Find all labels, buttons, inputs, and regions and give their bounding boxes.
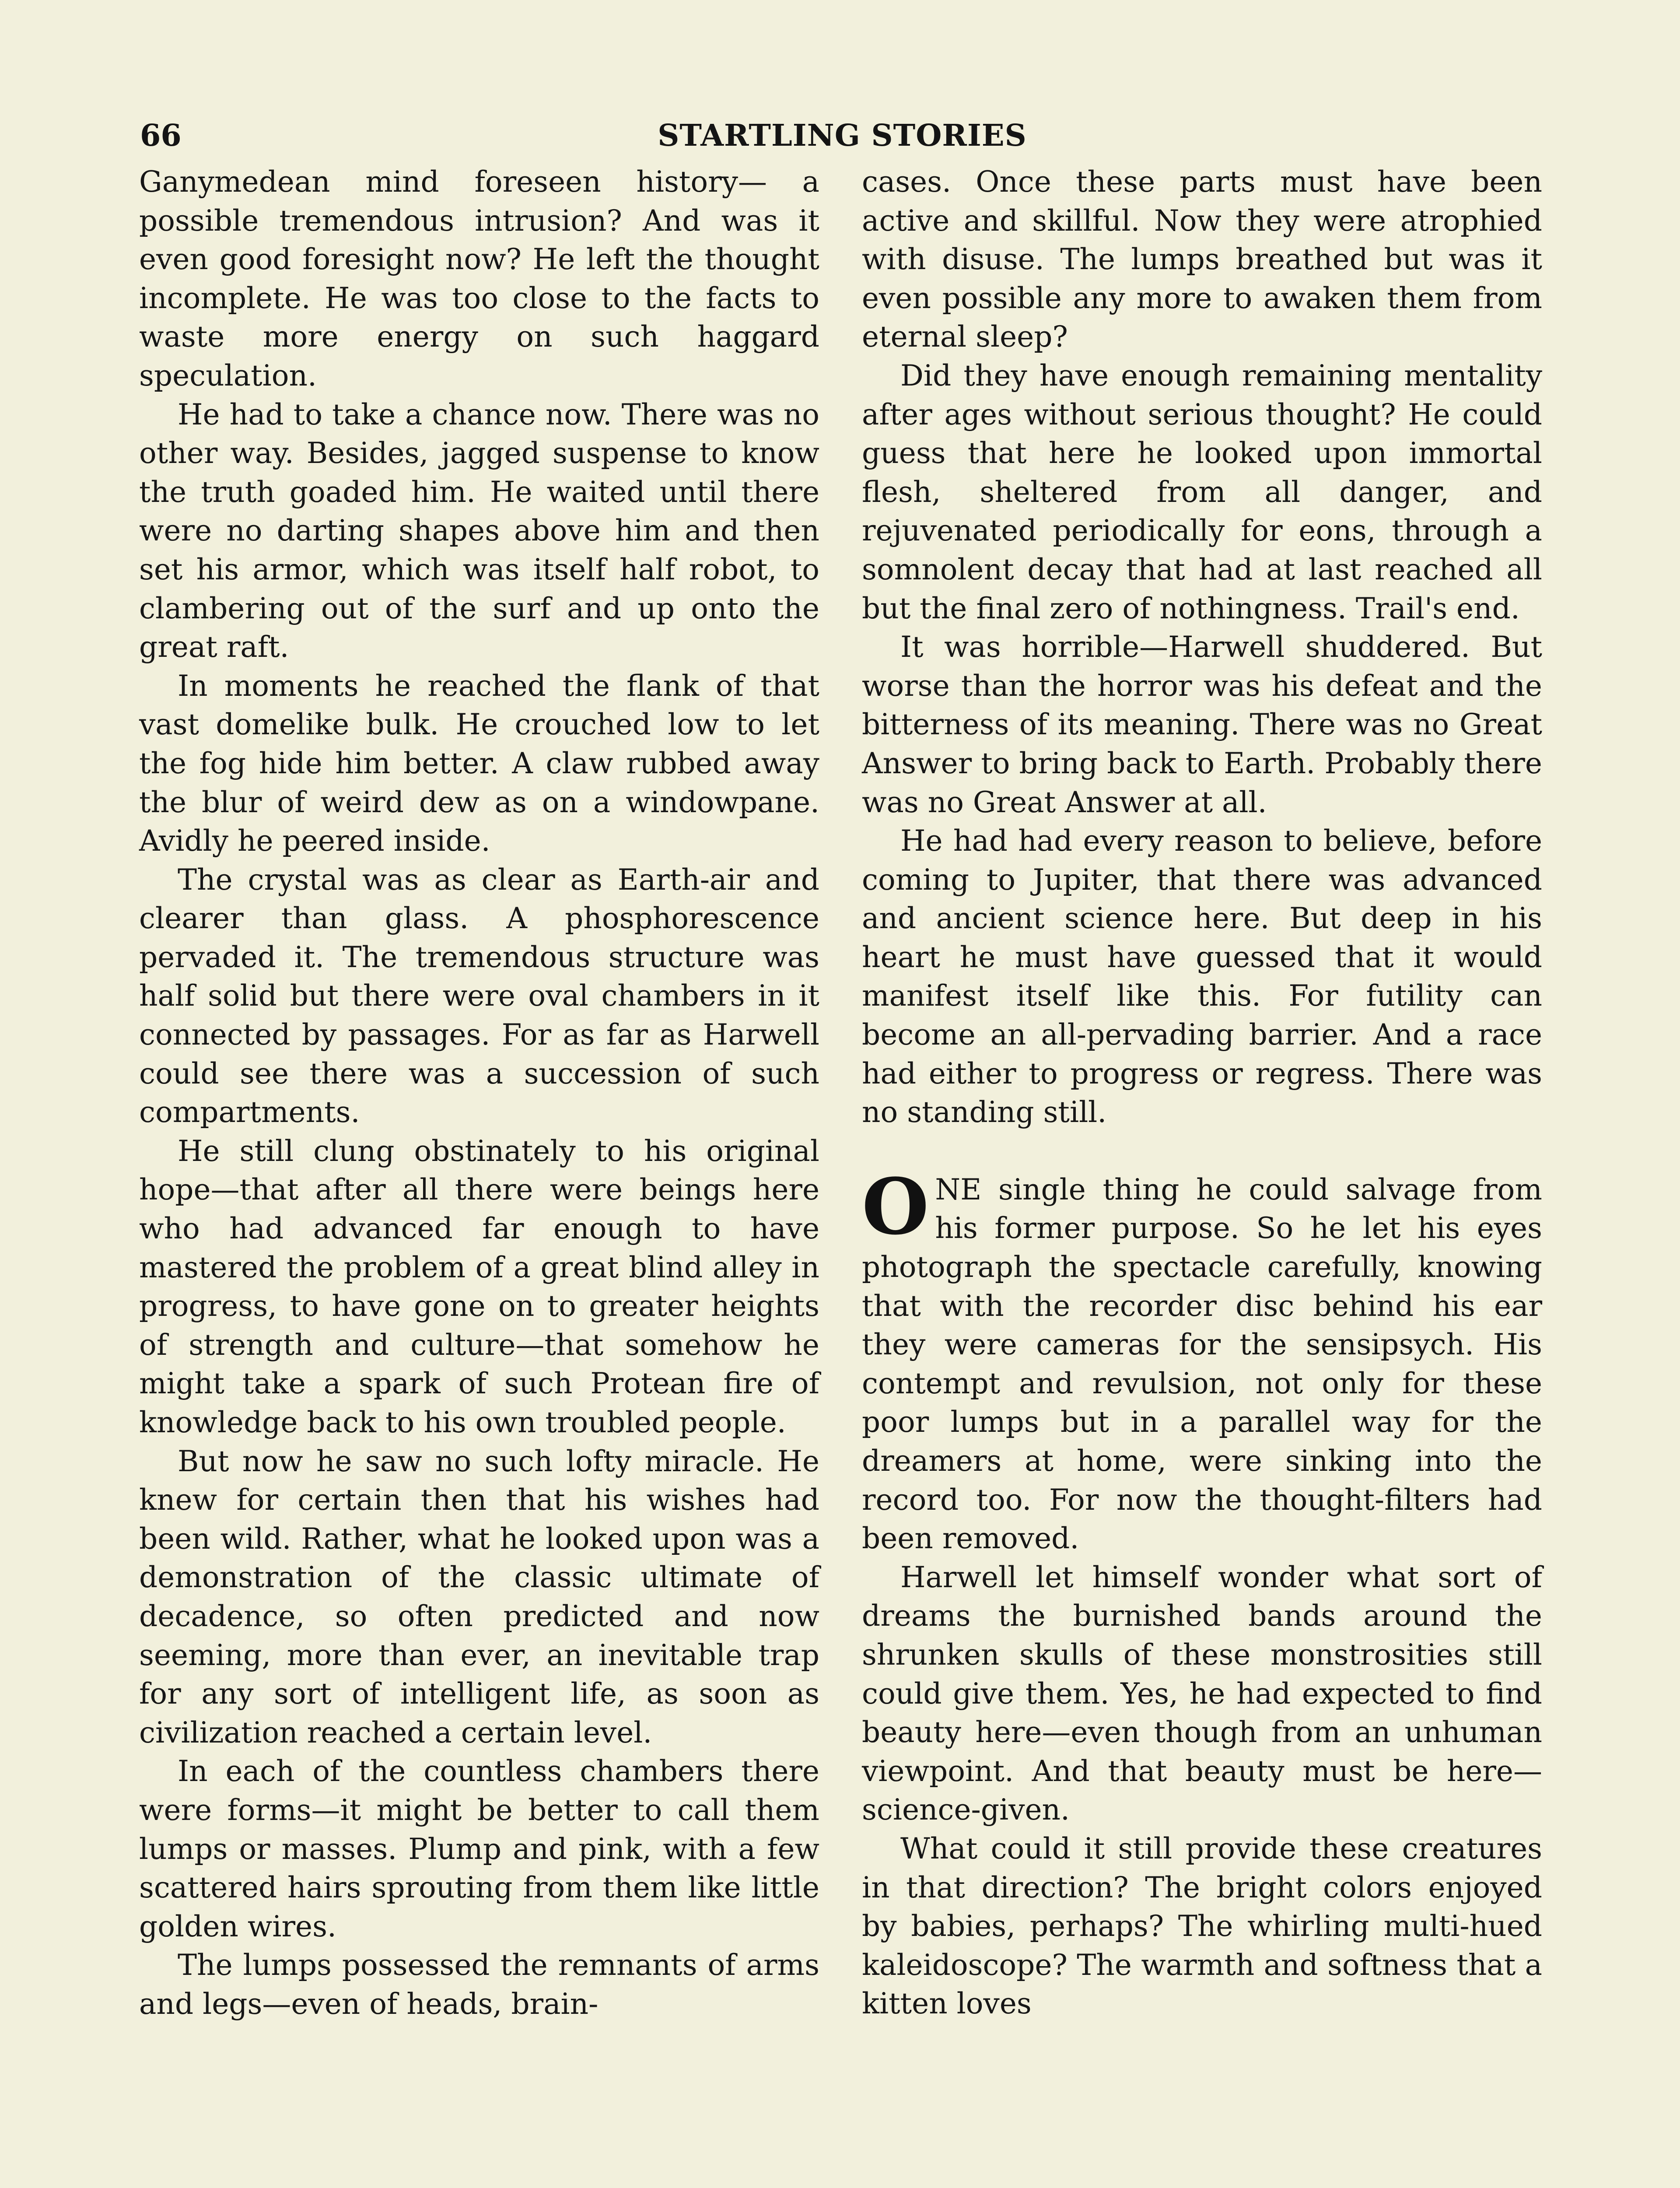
page-header <box>140 118 1544 160</box>
section-opening-text: NE single thing he could salvage from his former purpose. So he let his eyes photograph the spectacle carefully, knowing that with the recorder disc behind his ear they were cameras for the sensipsych. His contempt and revulsion, not only for these poor lumps but in a parallel way for the dreamers at home, were sinking into the record too. For now the thought-filters had been removed. <box>862 1172 1542 1556</box>
right-column <box>862 163 1542 2023</box>
paragraph: Did they have enough remaining mentality after ages without serious thought? He could guess that here he looked upon immortal flesh, sheltered from all danger, and rejuvenated periodically for eons, through a somnolent decay that had at last reached all but the final zero of nothingness. Trail's end. <box>862 358 1542 625</box>
paragraph: He still clung obstinately to his original hope—that after all there were beings here who had advanced far enough to have mastered the problem of a great blind alley in progress, to have gone on to greater heights of strength and culture—that somehow he might take a spark of such Protean fire of knowledge back to his own troubled people. <box>139 1134 819 1439</box>
left-column <box>139 163 819 2024</box>
paragraph: The lumps possessed the remnants of arms and legs—even of heads, brain- <box>139 1948 819 2021</box>
section-opening-paragraph <box>862 1161 1542 1558</box>
paragraph: He had had every reason to believe, before coming to Jupiter, that there was advanced and ancient science here. But deep in his heart he must have guessed that it would manifest itself like this. For futility can become an all-pervading barrier. And a race had either to progress or regress. There was no standing still. <box>862 824 1542 1129</box>
paragraph: He had to take a chance now. There was no other way. Besides, jagged suspense to know the truth goaded him. He waited until there were no darting shapes above him and then set his armor, which was itself half robot, to clambering out of the surf and up onto the great raft. <box>139 397 819 664</box>
paragraph: Ganymedean mind foreseen history— a possible tremendous intrusion? And was it even good foresight now? He left the thought incomplete. He was too close to the facts to waste more energy on such haggard speculation. <box>139 165 819 393</box>
paragraph: The crystal was as clear as Earth-air and clearer than glass. A phosphorescence pervaded it. The tremendous structure was half solid but there were oval chambers in it connected by passages. For as far as Harwell could see there was a succession of such compartments. <box>139 863 819 1129</box>
paragraph: cases. Once these parts must have been active and skillful. Now they were atrophied with disuse. The lumps breathed but was it even possible any more to awaken them from eternal sleep? <box>862 165 1542 354</box>
paragraph: What could it still provide these creatures in that direction? The bright colors enjoyed by babies, perhaps? The whirling multi-hued kaleidoscope? The warmth and softness that a kitten loves <box>862 1831 1542 2021</box>
page-number: 66 <box>140 118 182 153</box>
running-head: STARTLING STORIES <box>658 118 1027 153</box>
paragraph: In moments he reached the flank of that vast domelike bulk. He crouched low to let the fog hide him better. A claw rubbed away the blur of weird dew as on a windowpane. Avidly he peered inside. <box>139 669 819 858</box>
paragraph: In each of the countless chambers there were forms—it might be better to call them lumps or masses. Plump and pink, with a few scattered hairs sprouting from them like little golden wires. <box>139 1754 819 1943</box>
paragraph: It was horrible—Harwell shuddered. But worse than the horror was his defeat and the bitterness of its meaning. There was no Great Answer to bring back to Earth. Probably there was no Great Answer at all. <box>862 630 1542 819</box>
drop-cap: O <box>862 1161 929 1252</box>
paragraph: Harwell let himself wonder what sort of dreams the burnished bands around the shrunken skulls of these monstrosities still could give them. Yes, he had expected to find beauty here—even though from an unhuman viewpoint. And that beauty must be here—science-given. <box>862 1560 1542 1827</box>
paragraph: But now he saw no such lofty miracle. He knew for certain then that his wishes had been wild. Rather, what he looked upon was a demonstration of the classic ultimate of decadence, so often predicted and now seeming, more than ever, an inevitable trap for any sort of intelligent life, as soon as civilization reached a certain level. <box>139 1444 819 1750</box>
